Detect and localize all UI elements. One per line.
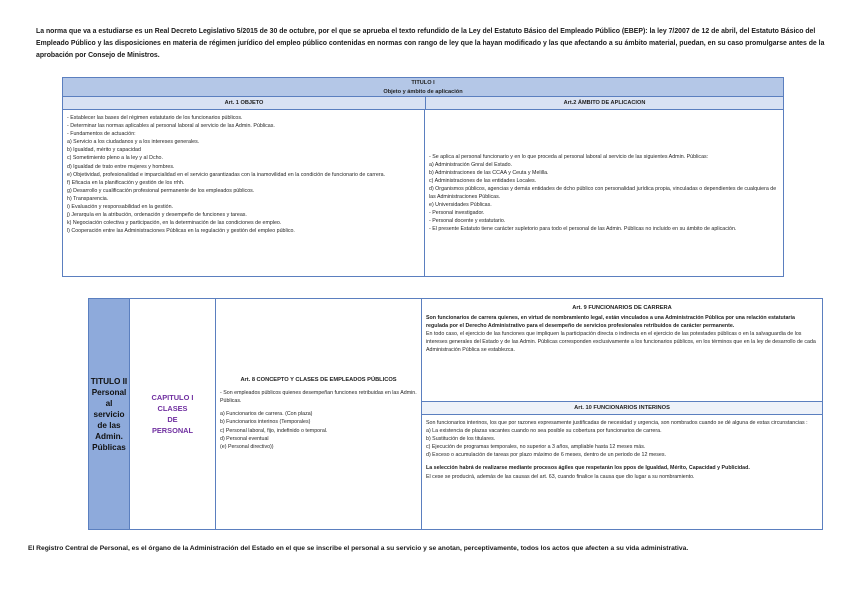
art8-intro: - Son empleados públicos quienes desempeñan funciones retribuidas en las Admin. Públicas.: [220, 390, 417, 405]
titulo-2-table: [88, 298, 823, 530]
titulo-2-line: de las: [97, 420, 121, 430]
art2-line: - El presente Estatuto tiene carácter supletorio para todo el personal de las Admin. Públicas no incluido en su ámbito de aplicación.: [429, 226, 737, 233]
capitulo-line: PERSONAL: [151, 426, 194, 435]
art2-line: e) Universidades Públicas.: [429, 202, 492, 209]
art8-line: (e) Personal directivo)): [220, 443, 274, 450]
art2-line: c) Administraciones de las entidades Locales.: [429, 177, 537, 184]
titulo-1-title: TITULO I: [411, 80, 435, 86]
art9-cell: [422, 299, 822, 402]
capitulo-1-cell: [130, 299, 216, 529]
art1-line: g) Desarrollo y cualificación profesional permanente de los empleados públicos.: [67, 187, 255, 194]
art10-line: b) Sustitución de los titulares.: [426, 436, 496, 443]
art1-line: i) Evaluación y responsabilidad en la gestión.: [67, 204, 174, 211]
capitulo-line: CAPITULO I: [151, 393, 194, 402]
art10-line: d) Exceso o acumulación de tareas por plazo máximo de 6 meses, dentro de un periodo de 12 meses.: [426, 452, 666, 459]
titulo-1-table: [62, 77, 784, 277]
art1-line: h) Transparencia.: [67, 195, 109, 202]
art8-cell: [216, 299, 422, 529]
art10-seleccion: La selección habrá de realizarse mediante procesos ágiles que respetarán los ppos de Igualdad, Mérito, Capacidad y Publicidad.: [426, 465, 750, 472]
art10-header: Art. 10 FUNCIONARIOS INTERINOS: [574, 405, 670, 411]
art1-line: a) Servicio a los ciudadanos y a los intereses generales.: [67, 139, 200, 146]
art1-line: f) Eficacia en la planificación y gestión de los rrhh.: [67, 179, 185, 186]
art2-line: d) Organismos públicos, agencias y demás entidades de dcho público con personalidad jurídica propia, vinculadas o dependientes de cualquiera de las Administraciones Públicas.: [429, 185, 777, 200]
art1-line: l) Cooperación entre las Administraciones Públicas en la regulación y gestión del empleo público.: [67, 228, 295, 235]
capitulo-line: DE: [167, 415, 178, 424]
titulo-1-column-headers: [63, 97, 783, 110]
art8-line: c) Personal laboral, fijo, indefinido o temporal.: [220, 427, 328, 434]
titulo-2-line: Admin. Públicas: [92, 431, 126, 452]
art10-line: a) La existencia de plazas vacantes cuando no sea posible su cobertura por funcionarios de carrera.: [426, 428, 662, 435]
art8-line: a) Funcionarios de carrera. (Con plaza): [220, 411, 313, 418]
capitulo-line: CLASES: [157, 404, 188, 413]
art10-line: c) Ejecución de programas temporales, no superior a 3 años, ampliable hasta 12 meses más.: [426, 444, 646, 451]
art9-art10-column: [422, 299, 822, 529]
art9-header: Art. 9 FUNCIONARIOS DE CARRERA: [572, 305, 672, 311]
art1-line: - Fundamentos de actuación:: [67, 131, 136, 138]
art2-line: - Personal investigador.: [429, 210, 485, 217]
art2-content: [425, 110, 783, 276]
titulo-1-header: [63, 78, 783, 97]
titulo-2-line: Personal: [91, 387, 127, 397]
art10-cese: El cese se producirá, además de las causas del art. 63, cuando finalice la causa que dio lugar a su nombramiento.: [426, 473, 695, 480]
art9-text: En todo caso, el ejercicio de las funciones que impliquen la participación directa o indirecta en el ejercicio de las potestades públicas o en la salvaguardia de los intereses generales del Estado y de las Admin. Públicas corresponden exclusivamente a los funcionarios públicos, en los términos que en la ley de desarrollo de cada Administración Pública se establezca.: [426, 331, 816, 354]
capitulo-1-label: [152, 392, 194, 436]
art2-line: a) Administración Gnral del Estado.: [429, 161, 513, 168]
art1-line: - Determinar las normas aplicables al personal laboral al servicio de las Admin. Públicas.: [67, 123, 275, 130]
art10-cell: [422, 402, 822, 529]
art2-line: b) Administraciones de las CCAA y Ceuta y Melilla.: [429, 169, 549, 176]
art8-header: Art. 8 CONCEPTO Y CLASES DE EMPLEADOS PÚBLICOS: [240, 377, 397, 384]
art1-line: c) Sometimiento pleno a la ley y al Dcho.: [67, 155, 163, 162]
art1-line: d) Igualdad de trato entre mujeres y hombres.: [67, 163, 175, 170]
art8-line: b) Funcionarios interinos (Temporales): [220, 419, 311, 426]
art2-line: - Se aplica al personal funcionario y en lo que proceda al personal laboral al servicio de las siguientes Admin. Públicas:: [429, 153, 709, 160]
titulo-2-cell: [89, 299, 130, 529]
intro-paragraph: La norma que va a estudiarse es un Real Decreto Legislativo 5/2015 de 30 de octubre, por el que se aprueba el texto refundido de la Ley del Estatuto Básico del Empleado Público (EBEP): la ley 7/2007 de 12 de abril, del Estatuto Básico del Empleado Público y las disposiciones en materia de régimen jurídico del empleo público contenidas en normas con rango de ley que la hayan modificado y las que afectando a su ámbito material, puedan, en su caso promulgarse antes de la aprobación por Consejo de Ministros.: [36, 28, 825, 59]
art1-line: b) Igualdad, mérito y capacidad: [67, 147, 141, 154]
art8-line: d) Personal eventual: [220, 435, 269, 442]
titulo-2-line: TITULO II: [90, 376, 128, 386]
art2-header: Art.2 ÁMBITO DE APLICACION: [563, 100, 646, 106]
titulo-2-line: al servicio: [93, 398, 125, 419]
art2-line: - Personal docente y estatutario.: [429, 218, 506, 225]
art1-content: [63, 110, 425, 276]
art1-line: e) Objetividad, profesionalidad e imparcialidad en el servicio garantizadas con la inamovilidad en la condición de funcionario de carrera.: [67, 171, 385, 178]
art1-line: - Establecer las bases del régimen estatutario de los funcionarios públicos.: [67, 115, 243, 121]
art10-intro: Son funcionarios interinos, los que por razones expresamente justificadas de necesidad y urgencia, son nombrados cuando se dé alguna de estas circunstancias :: [426, 420, 808, 426]
titulo-1-subtitle: Objeto y ámbito de aplicación: [383, 89, 463, 95]
footer-paragraph: El Registro Central de Personal, es el órgano de la Administración del Estado en el que se inscribe el personal a su servicio y se anotan, perceptivamente, todos los actos que afecten a su vida administrativa.: [28, 545, 689, 552]
art1-header: Art. 1 OBJETO: [63, 97, 426, 109]
art1-line: j) Jerarquía en la atribución, ordenación y desempeño de funciones y tareas.: [67, 212, 247, 219]
art1-line: k) Negociación colectiva y participación, en la determinación de las condiciones de empleo.: [67, 220, 282, 227]
art9-bold-text: Son funcionarios de carrera quienes, en virtud de nombramiento legal, están vinculados a una Administración Pública por una relación estatutaria regulada por el Derecho Administrativo para el desempeño de servicios profesionales retribuidos de carácter permanente.: [426, 315, 795, 330]
titulo-2-label: [89, 376, 129, 453]
titulo-1-body: [63, 110, 783, 276]
